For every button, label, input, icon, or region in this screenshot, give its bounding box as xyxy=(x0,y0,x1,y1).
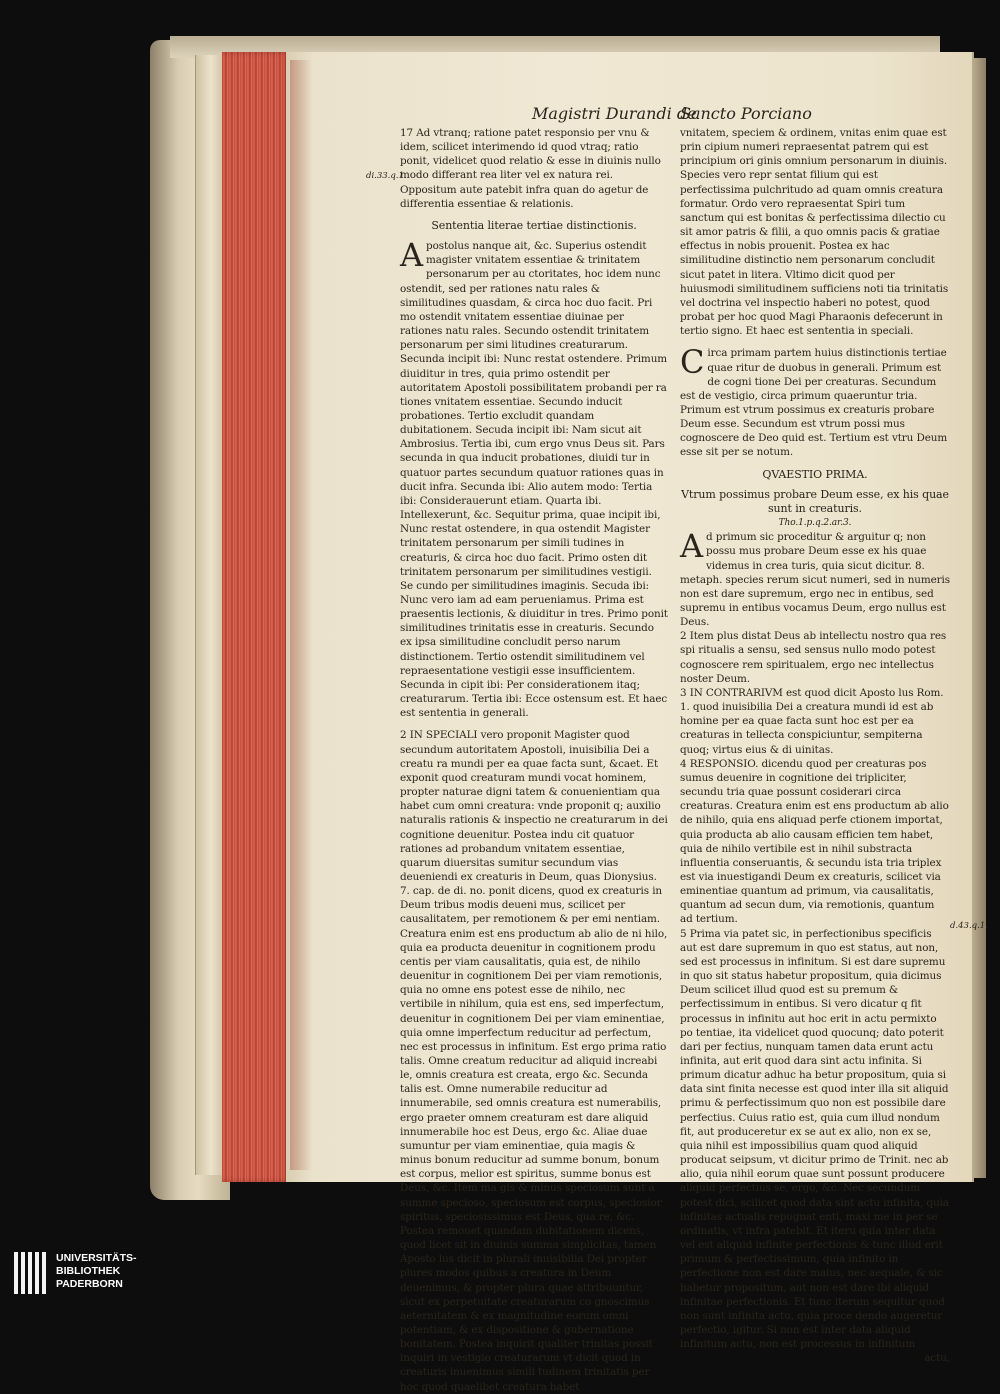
margin-note-left: di.33.q.1. xyxy=(366,171,407,181)
paragraph: 3 IN CONTRARIVM est quod dicit Aposto lus Rom. 1. quod inuisibilia Dei a creatura mundi id est ab homine per ea quae facta sunt hoc est per ea creaturas in tellecta conspiciuntur, sempiterna quoq; virtus eius & di uinitas. xyxy=(680,686,944,756)
catchword: actu, xyxy=(924,1352,950,1365)
paragraph: 17 Ad vtranq; ratione patet responsio per vnu & idem, scilicet interimendo id quod vtraq; ratio ponit, videlicet quod relatio & esse in diuinis nullo modo differant rea liter vel ex natura rei. Oppositum aute patebit infra quan do agetur de differentia essentiae & relationis. xyxy=(400,127,661,210)
page-stain xyxy=(290,60,312,1170)
quaestio-heading: QVAESTIO PRIMA. xyxy=(762,467,868,481)
red-page-edges xyxy=(222,52,290,1182)
text-column-right xyxy=(680,126,950,1365)
section-heading: Sententia literae tertiae distinctionis. xyxy=(431,218,637,232)
logo-bars-icon xyxy=(14,1252,50,1294)
paragraph: 2 Item plus distat Deus ab intellectu nostro qua res spi ritualis a sensu, sed sensus nullo modo potest cognoscere rem spiritualem, ergo nec intellectus noster Deum. xyxy=(680,630,947,685)
logo-line-1: UNIVERSITÄTS- xyxy=(56,1252,137,1264)
running-head-right: Sancto Porciano xyxy=(680,104,812,123)
thomas-reference: Tho.1.p.q.2.ar.3. xyxy=(778,518,852,529)
margin-note-right: d.43.q.1. xyxy=(950,921,988,931)
paragraph: 4 RESPONSIO. dicendu quod per creaturas pos sumus deuenire in cognitione dei tripliciter, secundu tria quae possunt cosiderari circa creaturas. Creatura enim est ens productum ab alio de nihilo, quia ens aliquad perfe ctionem importat, quia producta ab alio causam efficien tem habet, quia de nihilo vertibile est in nihil substracta influentia conseruantis, & secundu ista tria triplex est via inuestigandi Deum ex creaturis, scilicet via eminentiae quantum ad primum, via causalitatis, quantum ad secun dum, via remotionis, quantum ad tertium. xyxy=(680,757,949,926)
paragraph: Circa primam partem huius distinctionis tertiae quae ritur de duobus in generali. Primum est de cogni tione Dei per creaturas. Secundum est de vestigio, circa primum quaeruntur tria. Primum est vtrum possimus ex creaturis probare Deum esse. Secundum est vtrum possi mus cognoscere de Deo quid est. Tertium est vtru Deum esse sit per se notum. xyxy=(680,343,948,459)
logo-line-2: BIBLIOTHEK xyxy=(56,1265,121,1277)
paragraph: vnitatem, speciem & ordinem, vnitas enim quae est prin cipium numeri repraesentat patrem qui est principium ori ginis omnium personarum in diuinis. Species vero repr sentat filium qui est perfectissima pulchritudo ad quam omnis creatura formatur. Ordo vero repraesentat Spiri tum sanctum qui est bonitas & perfectissima dilectio cu sit amor patris & filii, a quo omnis pacis & gratiae effectus in nobis prouenit. Postea ex hac similitudine distinctio nem personarum concludit sicut patet in litera. Vltimo dicit quod per huiusmodi similitudinem sufficiens noti tia trinitatis vel doctrina vel inspectio haberi no potest, quod probat per hoc quod Magi Pharaonis defecerunt in tertio signo. Et haec est sententia in speciali. xyxy=(680,127,949,338)
logo-line-3: PADERBORN xyxy=(56,1278,123,1290)
paragraph: Ad primum sic proceditur & arguitur q; non possu mus probare Deum esse ex his quae videmus in crea turis, quia sicut dicitur. 8. metaph. species rerum sicut numeri, sed in numeris non est dare supremum, ergo nec in entibus, sed supremu in entibus vocamus Deum, ergo nullus est Deus. xyxy=(680,527,951,629)
paragraph: Apostolus nanque ait, &c. Superius ostendit magister vnitatem essentiae & trinitatem personarum per au ctoritates, hoc idem nunc ostendit, sed per rationes natu rales & similitudines quasdam, & circa hoc duo facit. Pri mo ostendit vnitatem essentiae diuinae per rationes natu rales. Secundo ostendit trinitatem personarum per simi litudines creaturarum. Secunda incipit ibi: Nunc restat ostendere. Primum diuiditur in tres, quia primo ostendit per autoritatem Apostoli possibilitatem probandi per ra tiones vnitatem essentiae. Secundo inducit probationes. Tertio excludit quandam dubitationem. Secuda incipit ibi: Nam sicut ait Ambrosius. Tertia ibi, cum ergo vnus Deus sit. Pars secunda in qua inducit probationes, diuidi tur in quatuor partes secundum quatuor rationes quas in ducit infra. Secunda ibi: Alio autem modo: Tertia ibi: Considerauerunt etiam. Quarta ibi. Intellexerunt, &c. Sequitur prima, quae incipit ibi, Nunc restat ostendere, in qua ostendit Magister trinitatem personarum per simili tudines in creaturis, & circa hoc duo facit. Primo osten dit trinitatem personarum per similitudines vestigii. Se cundo per similitudines imaginis. Secuda ibi: Nunc vero iam ad eam perueniamus. Prima est praesentis lectionis, & diuiditur in tres. Primo ponit similitudines trinitatis esse in creaturis. Secundo ex ipsa similitudine concludit perso narum distinctionem. Tertio ostendit similitudinem vel repraesentatione vestigii esse insufficientem. Secunda in cipit ibi: Per considerationem itaq; creaturarum. Tertia ibi: Ecce ostensum est. Et haec est sententia in generali. xyxy=(400,236,668,720)
quaestio-title: Vtrum possimus probare Deum esse, ex his quae sunt in creaturis. xyxy=(681,487,949,515)
paragraph: 5 Prima via patet sic, in perfectionibus specificis aut est dare supremum in quo est status, aut non, sed est processus in infinitum. Si est dare supremu in quo sit status habetur propositum, quia dicimus Deum scilicet illud quod est su premum & perfectissimum in entibus. Si vero dicatur q fit processus in infinitu aut hoc erit in actu permixto po tentiae, ita videlicet quod quocunq; dato poterit dari per fectius, nunquam tamen data erunt actu infinita, aut erit quod dara sint actu infinita. Si primum dicatur adhuc ha betur propositum, quia si data sint finita necesse est quod inter illa sit aliquid primu & perfectissimum quo non est possibile dare perfectius. Cuius ratio est, quia cum illud nondum fit, aut produceretur ex se aut ex alio, non ex se, quia nihil est impossibilius quam quod aliquid producat seipsum, vt dicitur primo de Trinit. nec ab alio, quia nihil eorum quae sunt possunt producere aliquid perfectius se, ergo, &c. Nec secundum potest dici, scilicet quod data sint actu infinita, quia infinitas actualis repugnat enti, maxi me in per se ordinatis, vt infra patebit. Et iteru quia inter data vel est aliquid infinite perfectionis & tunc illud erit primum & perfectissimum, quia infinito in perfectione non est dare maius, nec aequale, & sic habetur propositum, aut non est dare ibi aliquid infinitae perfectionis. Et tunc iterum sequitur quod non sunt infinita actu, quia proce dendo augeretur perfectio, igitur. Si non est inter data aliquid infinitum actu, non est processus in infinitum xyxy=(680,927,949,1351)
paragraph: 2 IN SPECIALI vero proponit Magister quod secundum autoritatem Apostoli, inuisibilia Dei a creatu ra mundi per ea quae facta sunt, &caet. Et exponit quod creaturam mundi vocat hominem, propter naturae digni tatem & conuenientiam qua habet cum omni creatura: vnde proponit q; auxilio naturalis rationis & inspectio ne creaturarum in dei cognitione deuenitur. Postea indu cit quatuor rationes ad probandum vnitatem essentiae, quarum diuersitas sumitur secundum vias deueniendi ex creaturis in Deum, quas Dionysius. 7. cap. de di. no. ponit dicens, quod ex creaturis in Deum tribus modis deueni mus, scilicet per causalitatem, per remotionem & per emi nentiam. Creatura enim est ens productum ab alio de ni hilo, quia ea producta deuenitur in cognitionem produ centis per viam causalitatis, quia est, de nihilo deuenitur in cognitionem Dei per viam remotionis, quia no omne ens potest esse de nihilo, nec vertibile in nihilum, quia est ens, sed imperfectum, deuenitur in cognitionem Dei per viam eminentiae, quia omne imperfectum reducitur ad perfectum, nec est processus in infinitum. Est ergo prima ratio talis. Omne creatum reducitur ad aliquid increabi le, omnis creatura est creata, ergo &c. Secunda talis est. Omne numerabile reducitur ad innumerabile, sed omnis creatura est numerabilis, ergo praeter omnem creaturam est dare aliquid innumerabile hoc est Deus, ergo &c. Aliae duae sumuntur per viam eminentiae, quia magis & minus bonum reducitur ad summe bonum, bonum est corpus, melior est spiritus, summe bonus est Deus, &c. Item ma gis & minus speciosum sunt a summe specioso, speciosum est corpus, speciosior spiritus, speciosissimus est Deus, qua re, &c. Postea remouet quandam dubitationem dicens, quod licet sit in diuinis summa simplicitas, tamen Aposto lus dicit in plurali inuisibilia Dei propter plures modos quibus a creatura in Deum deuenimus, & propter plura quae attribuuntur, sicut ex perpetuitate creaturarum co gnoscimus aeternitatem & ex magnitudine eorum omni potentiam, & ex dispositione & gubernatione bonitatem. Postea inquirit qualiter trinitas possit inquiri in vestigio creaturarum vt dicit quod in creaturis inuenimus simili tudinem trinitatis per hoc quod quaelibet creatura habet xyxy=(400,729,668,1393)
running-head-left: Magistri Durandi de xyxy=(532,104,697,123)
logo-text xyxy=(56,1252,196,1291)
text-column-left xyxy=(400,126,668,1394)
